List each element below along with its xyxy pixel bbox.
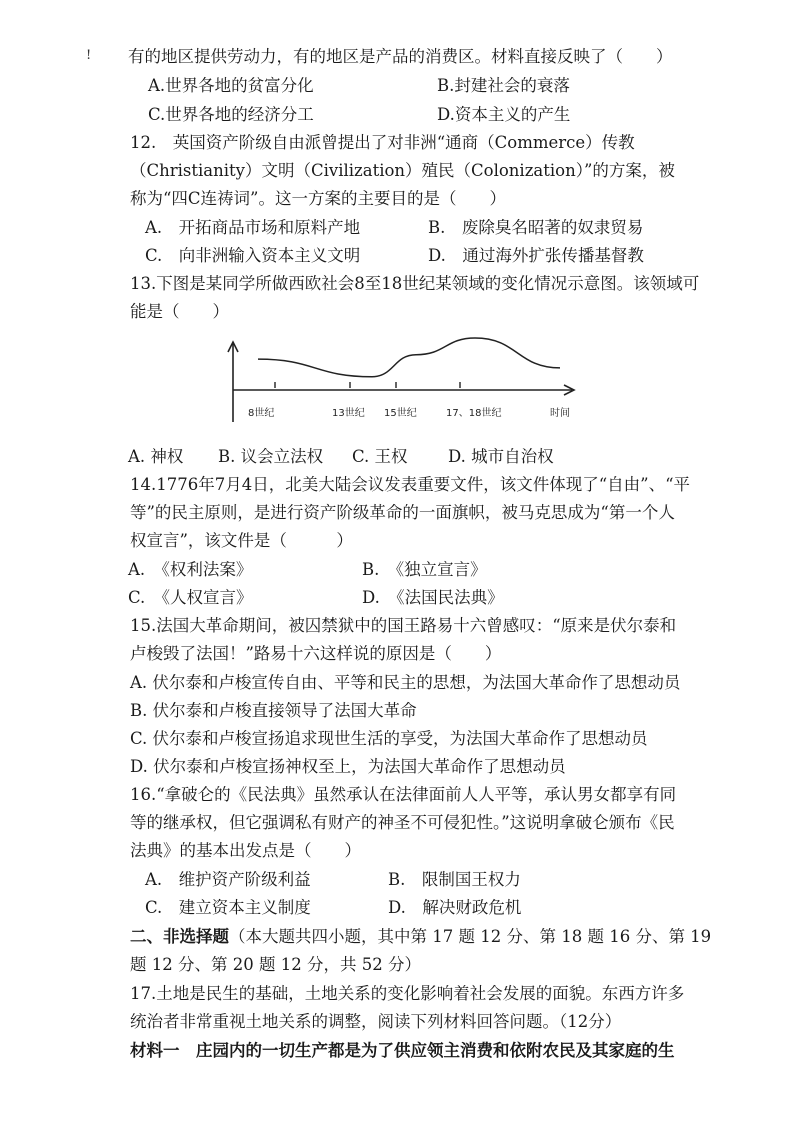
q17-stem-line-1: 17.土地是民生的基础，土地关系的变化影响着社会发展的面貌。东西方许多 [130, 984, 685, 1003]
q15-stem-line-1: 15.法国大革命期间，被囚禁狱中的国王路易十六曾感叹：“原来是伏尔泰和 [130, 616, 677, 635]
q17-stem-line-2: 统治者非常重视土地关系的调整，阅读下列材料回答问题。（12分） [130, 1012, 622, 1031]
q17-material-label: 材料一 [130, 1041, 180, 1060]
q15-option-c[interactable]: C. 伏尔泰和卢梭宣扬追求现世生活的享受，为法国大革命作了思想动员 [130, 729, 648, 748]
q12-stem-line-2: （Christianity）文明（Civilization）殖民（Colonization）”的方案，被 [130, 161, 675, 180]
q12-stem-line-1: 12. 英国资产阶级自由派曾提出了对非洲“通商（Commerce）传教 [130, 133, 635, 152]
q17-material-text: 庄园内的一切生产都是为了供应领主消费和依附农民及其家庭的生 [179, 1041, 675, 1060]
q16-stem-line-1: 16.“拿破仑的《民法典》虽然承认在法律面前人人平等，承认男女都享有同 [130, 785, 677, 804]
q14-option-d[interactable]: D. 《法国民法典》 [362, 588, 504, 607]
q16-option-a[interactable]: A. 维护资产阶级利益 [145, 870, 311, 889]
history-trend-chart [220, 330, 590, 430]
q11-option-d[interactable]: D.资本主义的产生 [437, 105, 571, 124]
q13-option-a[interactable]: A. 神权 [128, 447, 184, 466]
q14-option-a[interactable]: A. 《权利法案》 [128, 560, 253, 579]
margin-mark: ! [86, 48, 92, 63]
x-axis-label: 时间 [550, 408, 570, 419]
q13-stem-line-2: 能是（ ） [130, 302, 229, 321]
q12-stem-line-3: 称为“四C连祷词”。这一方案的主要目的是（ ） [130, 189, 506, 208]
section-2-desc-1: （本大题共四小题，其中第 17 题 12 分、第 18 题 16 分、第 19 [229, 927, 712, 946]
q13-option-b[interactable]: B. 议会立法权 [218, 447, 324, 466]
q11-option-b[interactable]: B.封建社会的衰落 [437, 76, 570, 95]
section-2-desc-2: 题 12 分、第 20 题 12 分，共 52 分） [130, 955, 421, 974]
q11-stem-tail: 有的地区提供劳动力，有的地区是产品的消费区。材料直接反映了（ ） [128, 47, 673, 66]
q13-stem-line-1: 13.下图是某同学所做西欧社会8至18世纪某领域的变化情况示意图。该领域可 [130, 274, 700, 293]
x-tick-label: 8世纪 [248, 408, 275, 419]
section-2-heading-line [130, 926, 711, 948]
q12-option-b[interactable]: B. 废除臭名昭著的奴隶贸易 [428, 218, 644, 237]
q12-option-d[interactable]: D. 通过海外扩张传播基督教 [428, 246, 644, 265]
q16-option-b[interactable]: B. 限制国王权力 [388, 870, 521, 889]
q14-stem-line-3: 权宣言”，该文件是（ ） [130, 531, 353, 550]
q12-option-a[interactable]: A. 开拓商品市场和原料产地 [145, 218, 361, 237]
q16-stem-line-3: 法典》的基本出发点是（ ） [130, 841, 361, 860]
q16-option-d[interactable]: D. 解决财政危机 [388, 898, 522, 917]
q13-option-d[interactable]: D. 城市自治权 [448, 447, 554, 466]
x-tick-label: 15世纪 [384, 408, 417, 419]
q16-option-c[interactable]: C. 建立资本主义制度 [145, 898, 311, 917]
q14-option-b[interactable]: B. 《独立宣言》 [362, 560, 487, 579]
q14-option-c[interactable]: C. 《人权宣言》 [128, 588, 253, 607]
q14-stem-line-2: 等”的民主原则，是进行资产阶级革命的一面旗帜，被马克思成为“第一个人 [130, 503, 675, 522]
q15-option-b[interactable]: B. 伏尔泰和卢梭直接领导了法国大革命 [130, 701, 417, 720]
q12-option-c[interactable]: C. 向非洲输入资本主义文明 [145, 246, 361, 265]
q15-option-a[interactable]: A. 伏尔泰和卢梭宣传自由、平等和民主的思想，为法国大革命作了思想动员 [130, 673, 681, 692]
q11-option-a[interactable]: A.世界各地的贫富分化 [148, 76, 314, 95]
q15-stem-line-2: 卢梭毁了法国！”路易十六这样说的原因是（ ） [130, 644, 502, 663]
q17-material-line [130, 1040, 675, 1062]
x-tick-label: 13世纪 [332, 408, 365, 419]
q11-option-c[interactable]: C.世界各地的经济分工 [148, 105, 314, 124]
x-tick-label: 17、18世纪 [446, 408, 502, 419]
q13-option-c[interactable]: C. 王权 [352, 447, 408, 466]
q16-stem-line-2: 等的继承权，但它强调私有财产的神圣不可侵犯性。”这说明拿破仑颁布《民 [130, 813, 675, 832]
q14-stem-line-1: 14.1776年7月4日，北美大陆会议发表重要文件，该文件体现了“自由”、“平 [130, 475, 691, 494]
section-2-heading: 二、非选择题 [130, 927, 229, 946]
trend-line [258, 338, 560, 377]
q15-option-d[interactable]: D. 伏尔泰和卢梭宣扬神权至上，为法国大革命作了思想动员 [130, 757, 566, 776]
